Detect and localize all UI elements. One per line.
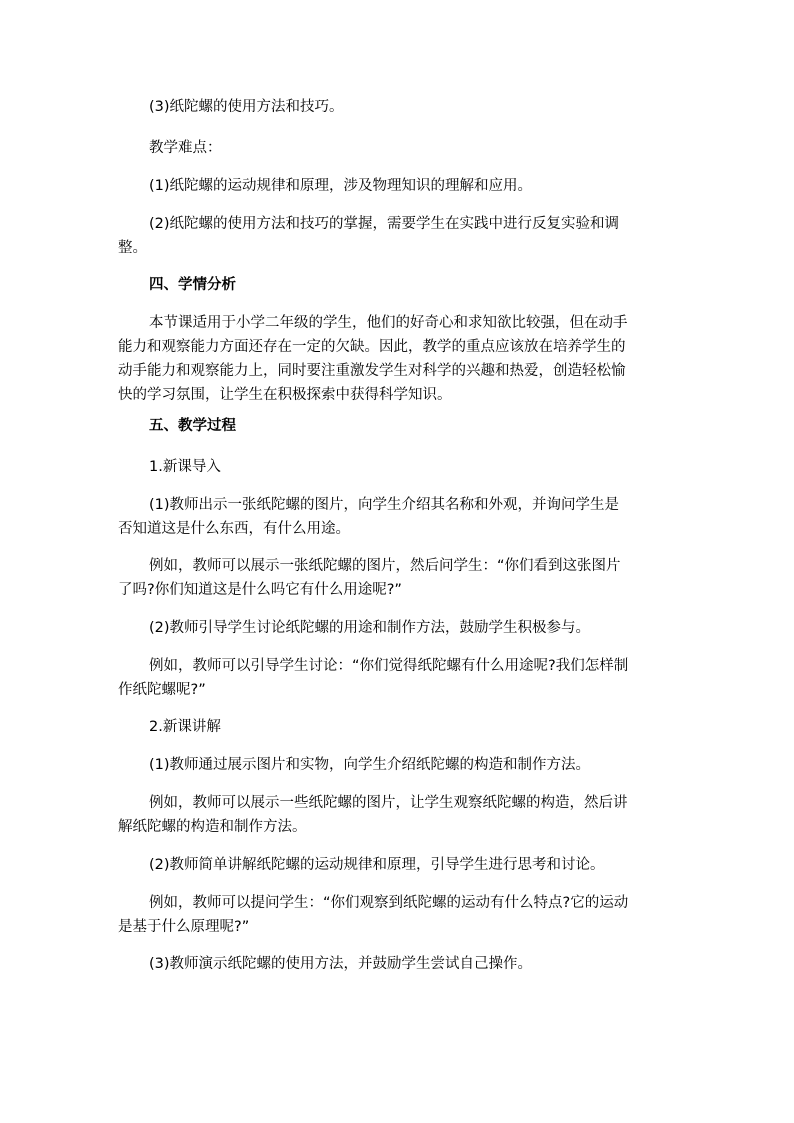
text-line: 是基于什么原理呢?”: [118, 919, 250, 935]
text-line: 了吗?你们知道这是什么吗它有什么用途呢?”: [118, 582, 402, 598]
paragraph: [118, 654, 678, 702]
text-line: 解纸陀螺的构造和制作方法。: [118, 819, 307, 835]
paragraph: [118, 136, 678, 160]
text-line: 例如，教师可以提问学生：“你们观察到纸陀螺的运动有什么特点?它的运动: [149, 895, 629, 911]
paragraph: [118, 212, 678, 260]
text-line: 否知道这是什么东西，有什么用途。: [118, 521, 350, 537]
text-line: 2.新课讲解: [149, 719, 221, 735]
text-line: (1)教师通过展示图片和实物，向学生介绍纸陀螺的构造和制作方法。: [149, 757, 591, 773]
paragraph: [118, 891, 678, 939]
paragraph: [118, 791, 678, 839]
heading-text: 四、学情分析: [149, 277, 236, 293]
text-line: 能力和观察能力方面还存在一定的欠缺。因此，教学的重点应该放在培养学生的: [118, 339, 626, 355]
text-line: 整。: [118, 240, 147, 256]
paragraph: [118, 455, 678, 479]
text-line: (3)教师演示纸陀螺的使用方法，并鼓励学生尝试自己操作。: [149, 956, 533, 972]
text-line: (1)纸陀螺的运动规律和原理，涉及物理知识的理解和应用。: [149, 178, 533, 194]
paragraph: [118, 554, 678, 602]
text-line: 快的学习氛围，让学生在积极探索中获得科学知识。: [118, 387, 452, 403]
paragraph: [118, 753, 678, 777]
paragraph: [118, 311, 678, 407]
text-line: 动手能力和观察能力上，同时要注重激发学生对科学的兴趣和热爱，创造轻松愉: [118, 363, 626, 379]
text-line: 例如，教师可以展示一张纸陀螺的图片，然后问学生：“你们看到这张图片: [149, 558, 621, 574]
paragraph: [118, 95, 678, 119]
text-line: (2)教师引导学生讨论纸陀螺的用途和制作方法，鼓励学生积极参与。: [149, 620, 591, 636]
heading-text: 五、教学过程: [149, 418, 236, 434]
text-line: 例如，教师可以引导学生讨论：“你们觉得纸陀螺有什么用途呢?我们怎样制: [149, 658, 629, 674]
text-line: 例如，教师可以展示一些纸陀螺的图片，让学生观察纸陀螺的构造，然后讲: [149, 795, 628, 811]
text-line: 作纸陀螺呢?”: [118, 682, 206, 698]
text-line: (3)纸陀螺的使用方法和技巧。: [149, 99, 344, 115]
text-line: 1.新课导入: [149, 459, 221, 475]
paragraph: [118, 174, 678, 198]
paragraph: [118, 715, 678, 739]
paragraph: [118, 616, 678, 640]
text-line: 教学难点：: [149, 140, 222, 156]
paragraph: [118, 952, 678, 976]
text-line: (2)纸陀螺的使用方法和技巧的掌握，需要学生在实践中进行反复实验和调: [149, 216, 620, 232]
paragraph: [118, 493, 678, 541]
section-heading: [118, 273, 678, 297]
text-line: (1)教师出示一张纸陀螺的图片，向学生介绍其名称和外观，并询问学生是: [149, 497, 620, 513]
text-line: 本节课适用于小学二年级的学生，他们的好奇心和求知欲比较强，但在动手: [149, 315, 628, 331]
paragraph: [118, 853, 678, 877]
text-line: (2)教师简单讲解纸陀螺的运动规律和原理，引导学生进行思考和讨论。: [149, 857, 605, 873]
section-heading: [118, 414, 678, 438]
